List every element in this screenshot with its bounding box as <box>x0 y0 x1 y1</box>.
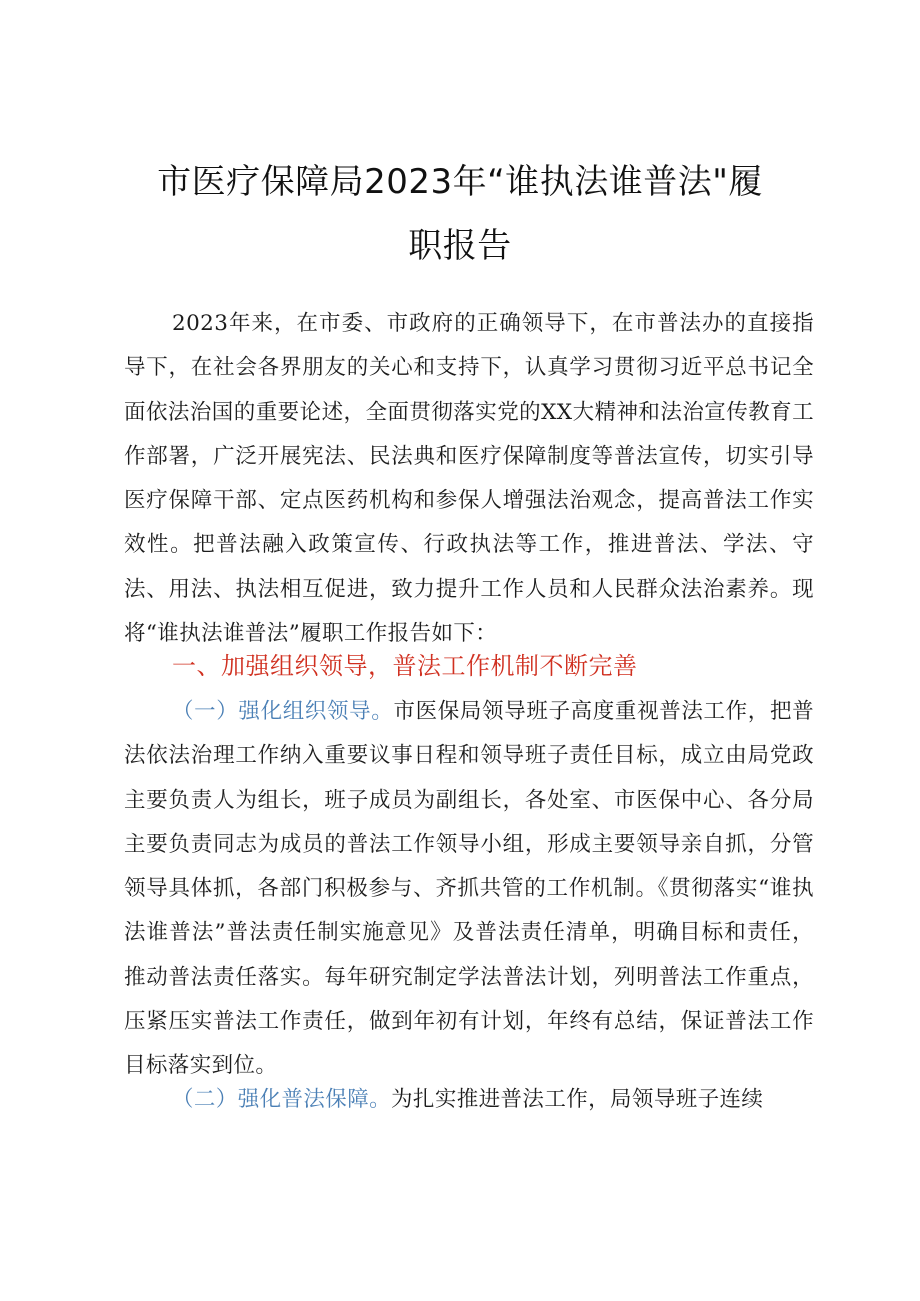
intro-paragraph: 2023年来，在市委、市政府的正确领导下，在市普法办的直接指导下，在社会各界朋友的关心和支持下，认真学习贯彻习近平总书记全面依法治国的重要论述，全面贯彻落实党的XX大精神和法治宣传教育工作部署，广泛开展宪法、民法典和医疗保障制度等普法宣传，切实引导医疗保障干部、定点医药机构和参保人增强法治观念，提高普法工作实效性。把普法融入政策宣传、行政执法等工作，推进普法、学法、守法、用法、执法相互促进，致力提升工作人员和人民群众法治素养。现将“谁执法谁普法”履职工作报告如下： <box>124 311 814 647</box>
document-title-line-1: 市医疗保障局2023年“谁执法谁普法"履 <box>157 162 763 202</box>
document-title-line-2: 职报告 <box>408 226 512 266</box>
subsection-1-paragraph <box>124 690 814 1089</box>
subsection-1-text: 市医保局领导班子高度重视普法工作，把普法依法治理工作纳入重要议事日程和领导班子责任目标，成立由局党政主要负责人为组长，班子成员为副组长，各处室、市医保中心、各分局主要负责同志为成员的普法工作领导小组，形成主要领导亲自抓，分管领导具体抓，各部门积极参与、齐抓共管的工作机制。《贯彻落实“谁执法谁普法”普法责任制实施意见》及普法责任清单，明确目标和责任，推动普法责任落实。每年研究制定学法普法计划，列明普法工作重点，压紧压实普法工作责任，做到年初有计划，年终有总结，保证普法工作目标落实到位。 <box>124 699 814 1079</box>
subsection-1-label: （一）强化组织领导。 <box>172 699 394 724</box>
subsection-2-text: 为扎实推进普法工作，局领导班子连续 <box>391 1087 764 1112</box>
section-1-heading: 一、加强组织领导，普法工作机制不断完善 <box>172 652 638 680</box>
subsection-2-paragraph <box>124 1078 814 1122</box>
subsection-2-label: （二）强化普法保障。 <box>172 1087 392 1112</box>
